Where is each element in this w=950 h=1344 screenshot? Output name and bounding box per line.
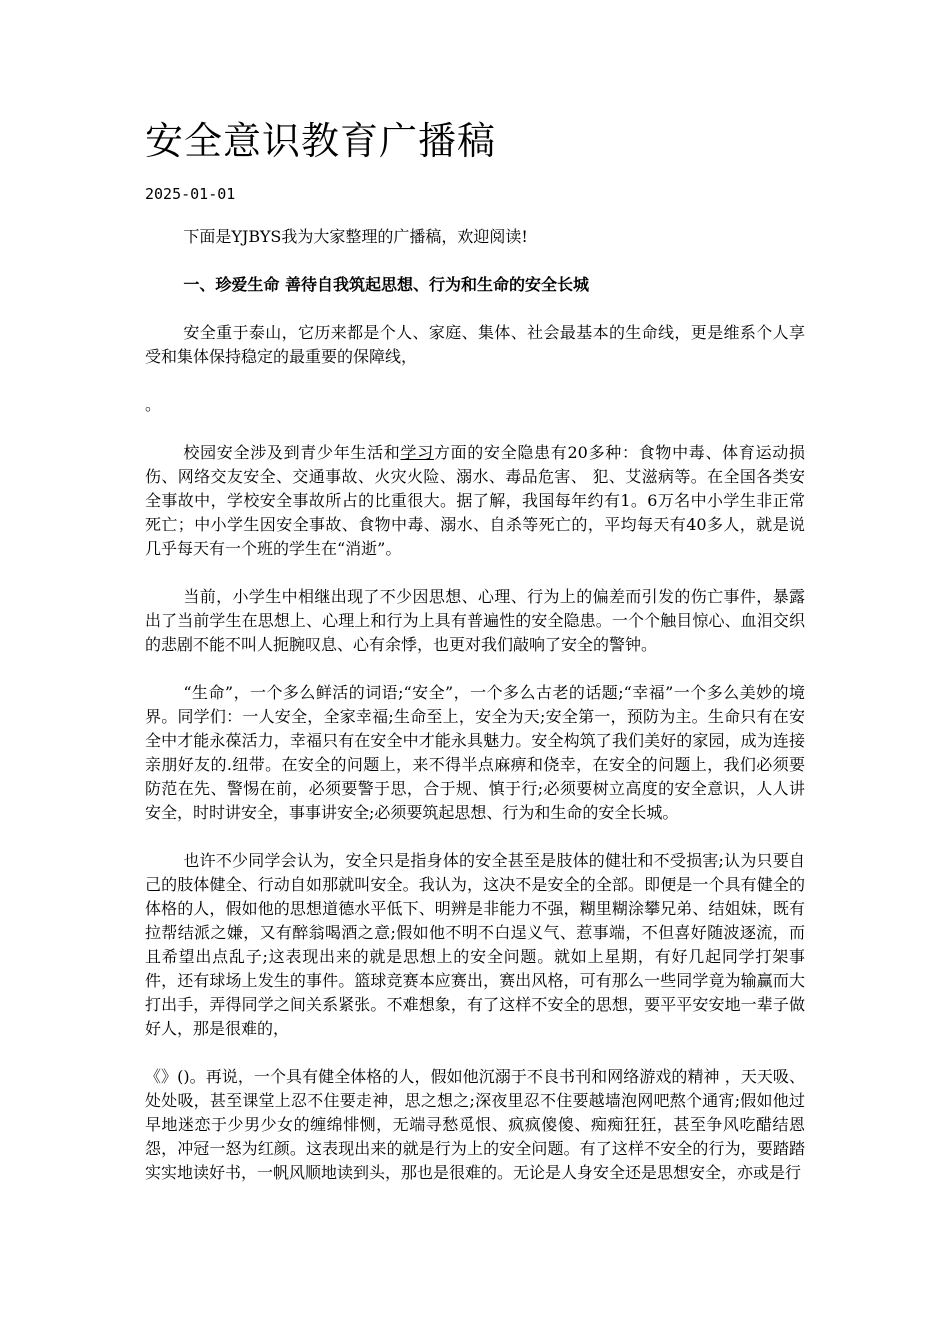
section-heading: 一、珍爱生命 善待自我筑起思想、行为和生命的安全长城 <box>183 275 589 294</box>
paragraph-1: 安全重于泰山，它历来都是个人、家庭、集体、社会最基本的生命线，更是维系个人享受和集体保持稳定的最重要的保障线， <box>145 323 805 366</box>
paragraph-2-start: 校园安全涉及到青少年生活和 <box>183 443 401 462</box>
study-link[interactable]: 学习 <box>400 443 434 462</box>
paragraph-2-rest: 方面的安全隐患有20多种：食物中毒、体育运动损伤、网络交友安全、交通事故、火灾火险、溺水、毒品危害、 犯、艾滋病等。在全国各类安全事故中，学校安全事故所占的比重很大。据了解，我国每年约有1。6万名中小学生非正常死亡；中小学生因安全事故、食物中毒、溺水、自杀等死亡的，平均每天有40多人，就是说几乎每天有一个班的学生在“消逝”。 <box>145 443 805 558</box>
paragraph-3: 当前，小学生中相继出现了不少因思想、心理、行为上的偏差而引发的伤亡事件，暴露出了当前学生在思想上、心理上和行为上具有普遍性的安全隐患。一个个触目惊心、血泪交织的悲剧不能不叫人扼腕叹息、心有余悸，也更对我们敲响了安全的警钟。 <box>145 587 805 654</box>
paragraph-4: “生命”，一个多么鲜活的词语;“安全”，一个多么古老的话题;“幸福”一个多么美妙的境界。同学们：一人安全，全家幸福;生命至上，安全为天;安全第一，预防为主。生命只有在安全中才能永葆活力，幸福只有在安全中才能永具魅力。安全构筑了我们美好的家园，成为连接亲朋好友的.纽带。在安全的问题上，来不得半点麻痹和侥幸，在安全的问题上，我们必须要防范在先、警惕在前，必须要警于思，合于规、慎于行;必须要树立高度的安全意识，人人讲安全，时时讲安全，事事讲安全;必须要筑起思想、行为和生命的安全长城。 <box>145 683 805 822</box>
paragraph-2 <box>145 441 805 561</box>
document-body <box>145 225 805 1209</box>
paragraph-6: 《》()。再说，一个具有健全体格的人，假如他沉溺于不良书刊和网络游戏的精神 ，天天吸、处处吸，甚至课堂上忍不住要走神，思之想之;深夜里忍不住要越墙泡网吧熬个通宵;假如他过早地迷恋于少男少女的缠绵悱恻，无端寻愁觅恨、疯疯傻傻、痴痴狂狂，甚至争风吃醋结恩怨，冲冠一怒为红颜。这表现出来的就是行为上的安全问题。有了这样不安全的行为，要踏踏实实地读好书，一帆风顺地读到头，那也是很难的。无论是人身安全还是思想安全，亦或是行 <box>145 1067 805 1182</box>
paragraph-5: 也许不少同学会认为，安全只是指身体的安全甚至是肢体的健壮和不受损害;认为只要自己的肢体健全、行动自如那就叫安全。我认为，这决不是安全的全部。即便是一个具有健全的体格的人，假如他的思想道德水平低下、明辨是非能力不强，糊里糊涂攀兄弟、结姐妹，既有拉帮结派之嫌，又有醉翁喝酒之意;假如他不明不白逞义气、惹事端，不但喜好随波逐流，而且希望出点乱子;这表现出来的就是思想上的安全问题。就如上星期，有好几起同学打架事件，还有球场上发生的事件。篮球竞赛本应赛出，赛出风格，可有那么一些同学竟为输赢而大打出手，弄得同学之间关系紧张。不难想象，有了这样不安全的思想，要平平安安地一辈子做好人，那是很难的， <box>145 851 805 1038</box>
document-title: 安全意识教育广播稿 <box>145 119 497 163</box>
document-date: 2025-01-01 <box>145 185 236 203</box>
intro-paragraph: 下面是YJBYS我为大家整理的广播稿，欢迎阅读! <box>183 227 528 246</box>
paragraph-1-tail: 。 <box>145 395 162 414</box>
